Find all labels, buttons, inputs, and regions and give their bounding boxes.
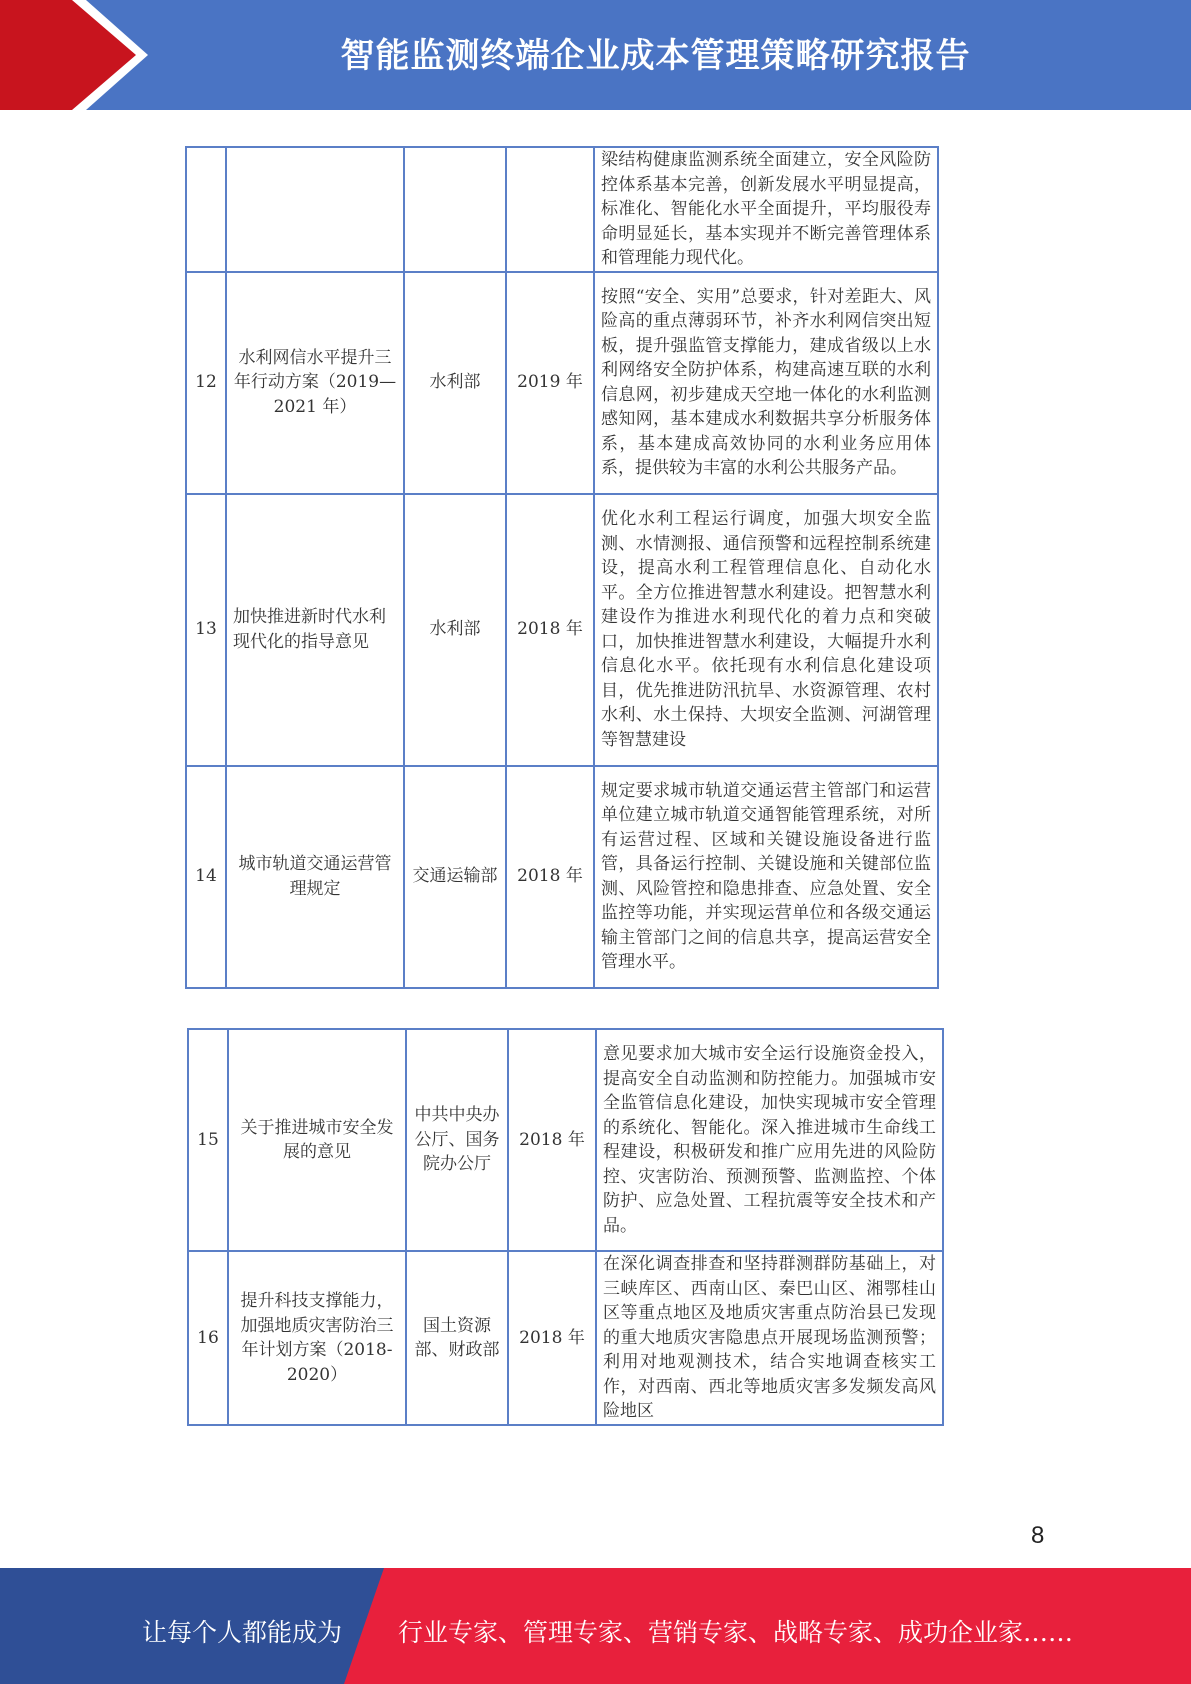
policy-table-2 bbox=[187, 1028, 944, 1426]
issuing-department: 水利部 bbox=[404, 272, 506, 494]
policy-name: 水利网信水平提升三年行动方案（2019—2021 年） bbox=[226, 272, 404, 494]
row-number: 15 bbox=[188, 1029, 228, 1251]
issue-year bbox=[506, 147, 594, 272]
footer-slogan-left: 让每个人都能成为 bbox=[142, 1618, 343, 1647]
issuing-department: 水利部 bbox=[404, 494, 506, 766]
policy-content: 规定要求城市轨道交通运营主管部门和运营单位建立城市轨道交通智能管理系统，对所有运营过程、区域和关键设施设备进行监管，具备运行控制、关键设施和关键部位监测、风险管控和隐患排查、应急处置、安全监控等功能，并实现运营单位和各级交通运输主管部门之间的信息共享，提高运营安全管理水平。 bbox=[594, 766, 938, 988]
table-row bbox=[186, 272, 938, 494]
row-number: 16 bbox=[188, 1251, 228, 1425]
issuing-department: 中共中央办公厅、国务院办公厅 bbox=[406, 1029, 508, 1251]
policy-content: 按照“安全、实用”总要求，针对差距大、风险高的重点薄弱环节，补齐水利网信突出短板，提升强监管支撑能力，建成省级以上水利网络安全防护体系，构建高速互联的水利信息网，初步建成天空地一体化的水利监测感知网，基本建成水利数据共享分析服务体系，基本建成高效协同的水利业务应用体系，提供较为丰富的水利公共服务产品。 bbox=[594, 272, 938, 494]
policy-content: 梁结构健康监测系统全面建立，安全风险防控体系基本完善，创新发展水平明显提高，标准化、智能化水平全面提升，平均服役寿命明显延长，基本实现并不断完善管理体系和管理能力现代化。 bbox=[594, 147, 938, 272]
policy-table-1 bbox=[185, 146, 939, 989]
policy-name bbox=[226, 147, 404, 272]
issue-year: 2018 年 bbox=[508, 1029, 596, 1251]
policy-name: 城市轨道交通运营管理规定 bbox=[226, 766, 404, 988]
issuing-department: 国土资源部、财政部 bbox=[406, 1251, 508, 1425]
issuing-department: 交通运输部 bbox=[404, 766, 506, 988]
header-band bbox=[0, 0, 1191, 110]
policy-content: 优化水利工程运行调度，加强大坝安全监测、水情测报、通信预警和远程控制系统建设，提高水利工程管理信息化、自动化水平。全方位推进智慧水利建设。把智慧水利建设作为推进水利现代化的着力点和突破口，加快推进智慧水利建设，大幅提升水利信息化水平。依托现有水利信息化建设项目，优先推进防汛抗旱、水资源管理、农村水利、水土保持、大坝安全监测、河湖管理等智慧建设 bbox=[594, 494, 938, 766]
table-row bbox=[186, 147, 938, 272]
policy-content: 在深化调查排查和坚持群测群防基础上，对三峡库区、西南山区、秦巴山区、湘鄂桂山区等重点地区及地质灾害重点防治县已发现的重大地质灾害隐患点开展现场监测预警；利用对地观测技术，结合实地调查核实工作，对西南、西北等地质灾害多发频发高风险地区 bbox=[596, 1251, 943, 1425]
issue-year: 2018 年 bbox=[506, 494, 594, 766]
table-row bbox=[186, 494, 938, 766]
issue-year: 2018 年 bbox=[506, 766, 594, 988]
policy-name: 加快推进新时代水利现代化的指导意见 bbox=[226, 494, 404, 766]
issue-year: 2018 年 bbox=[508, 1251, 596, 1425]
issuing-department bbox=[404, 147, 506, 272]
row-number: 13 bbox=[186, 494, 226, 766]
footer-band bbox=[0, 1568, 1191, 1684]
policy-name: 关于推进城市安全发展的意见 bbox=[228, 1029, 406, 1251]
report-title: 智能监测终端企业成本管理策略研究报告 bbox=[340, 36, 971, 76]
row-number bbox=[186, 147, 226, 272]
table-row bbox=[186, 766, 938, 988]
policy-name: 提升科技支撑能力，加强地质灾害防治三年计划方案（2018-2020） bbox=[228, 1251, 406, 1425]
policy-content: 意见要求加大城市安全运行设施资金投入，提高安全自动监测和防控能力。加强城市安全监管信息化建设，加快实现城市安全管理的系统化、智能化。深入推进城市生命线工程建设，积极研发和推广应用先进的风险防控、灾害防治、预测预警、监测监控、个体防护、应急处置、工程抗震等安全技术和产品。 bbox=[596, 1029, 943, 1251]
table-row bbox=[188, 1251, 943, 1425]
page-number: 8 bbox=[1031, 1522, 1045, 1549]
footer-slogan-right: 行业专家、管理专家、营销专家、战略专家、成功企业家…… bbox=[398, 1618, 1074, 1647]
row-number: 14 bbox=[186, 766, 226, 988]
issue-year: 2019 年 bbox=[506, 272, 594, 494]
row-number: 12 bbox=[186, 272, 226, 494]
table-row bbox=[188, 1029, 943, 1251]
